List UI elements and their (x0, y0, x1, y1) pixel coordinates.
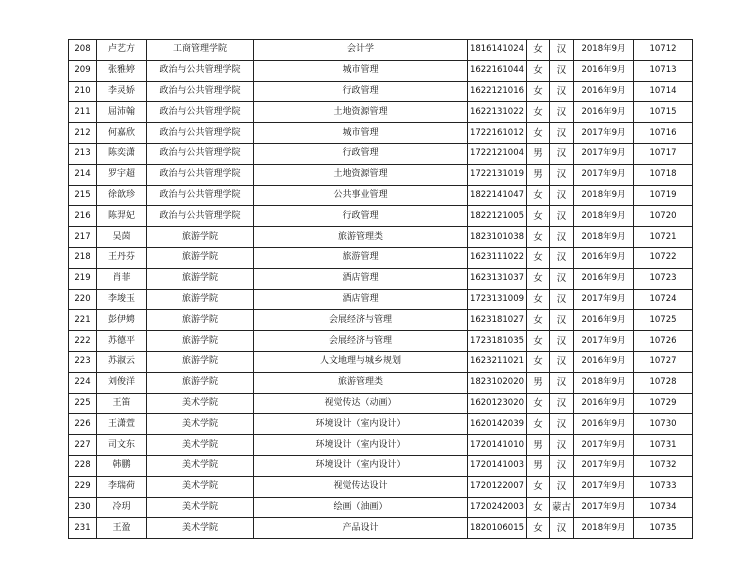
row-number: 227 (69, 435, 97, 456)
major-name: 旅游管理类 (254, 227, 468, 248)
ethnicity: 汉 (550, 40, 574, 61)
student-id: 1720141003 (468, 455, 527, 476)
student-name: 王笛 (97, 393, 147, 414)
enroll-date: 2016年9月 (574, 81, 634, 102)
student-id: 1720122007 (468, 476, 527, 497)
ethnicity: 汉 (550, 164, 574, 185)
roster-body (69, 40, 693, 539)
student-name: 罗宇超 (97, 164, 147, 185)
row-number: 214 (69, 164, 97, 185)
college-name: 政治与公共管理学院 (147, 164, 254, 185)
row-number: 228 (69, 455, 97, 476)
table-row (69, 289, 693, 310)
college-name: 旅游学院 (147, 247, 254, 268)
table-row (69, 102, 693, 123)
record-code: 10724 (634, 289, 693, 310)
major-name: 会计学 (254, 40, 468, 61)
college-name: 政治与公共管理学院 (147, 81, 254, 102)
gender: 女 (527, 393, 550, 414)
ethnicity: 汉 (550, 102, 574, 123)
major-name: 会展经济与管理 (254, 331, 468, 352)
enroll-date: 2016年9月 (574, 247, 634, 268)
gender: 女 (527, 60, 550, 81)
gender: 女 (527, 289, 550, 310)
major-name: 公共事业管理 (254, 185, 468, 206)
student-name: 何嘉欣 (97, 123, 147, 144)
row-number: 231 (69, 518, 97, 539)
college-name: 旅游学院 (147, 289, 254, 310)
enroll-date: 2017年9月 (574, 289, 634, 310)
enroll-date: 2016年9月 (574, 310, 634, 331)
table-row (69, 268, 693, 289)
record-code: 10729 (634, 393, 693, 414)
college-name: 政治与公共管理学院 (147, 60, 254, 81)
major-name: 旅游管理 (254, 247, 468, 268)
student-id: 1620142039 (468, 414, 527, 435)
ethnicity: 汉 (550, 206, 574, 227)
row-number: 211 (69, 102, 97, 123)
ethnicity: 汉 (550, 247, 574, 268)
student-id: 1823101038 (468, 227, 527, 248)
row-number: 210 (69, 81, 97, 102)
row-number: 212 (69, 123, 97, 144)
gender: 女 (527, 206, 550, 227)
enroll-date: 2017年9月 (574, 476, 634, 497)
student-id: 1822121005 (468, 206, 527, 227)
ethnicity: 汉 (550, 476, 574, 497)
ethnicity: 汉 (550, 268, 574, 289)
table-row (69, 455, 693, 476)
student-id: 1722161012 (468, 123, 527, 144)
enroll-date: 2016年9月 (574, 351, 634, 372)
gender: 女 (527, 227, 550, 248)
gender: 女 (527, 247, 550, 268)
record-code: 10732 (634, 455, 693, 476)
record-code: 10734 (634, 497, 693, 518)
college-name: 旅游学院 (147, 310, 254, 331)
table-row (69, 518, 693, 539)
student-name: 陈奕潇 (97, 143, 147, 164)
student-id: 1722121004 (468, 143, 527, 164)
college-name: 美术学院 (147, 435, 254, 456)
table-row (69, 143, 693, 164)
student-name: 彭伊娉 (97, 310, 147, 331)
major-name: 人文地理与城乡规划 (254, 351, 468, 372)
enroll-date: 2018年9月 (574, 206, 634, 227)
row-number: 218 (69, 247, 97, 268)
enroll-date: 2018年9月 (574, 227, 634, 248)
student-name: 王盈 (97, 518, 147, 539)
gender: 男 (527, 435, 550, 456)
major-name: 会展经济与管理 (254, 310, 468, 331)
college-name: 美术学院 (147, 393, 254, 414)
major-name: 环境设计（室内设计） (254, 414, 468, 435)
ethnicity: 蒙古 (550, 497, 574, 518)
row-number: 213 (69, 143, 97, 164)
student-id: 1622121016 (468, 81, 527, 102)
table-row (69, 40, 693, 61)
enroll-date: 2017年9月 (574, 455, 634, 476)
record-code: 10723 (634, 268, 693, 289)
student-name: 冷玥 (97, 497, 147, 518)
gender: 女 (527, 268, 550, 289)
major-name: 环境设计（室内设计） (254, 435, 468, 456)
student-name: 陈羿妃 (97, 206, 147, 227)
row-number: 230 (69, 497, 97, 518)
student-name: 苏德平 (97, 331, 147, 352)
gender: 女 (527, 40, 550, 61)
row-number: 225 (69, 393, 97, 414)
enroll-date: 2017年9月 (574, 164, 634, 185)
gender: 女 (527, 310, 550, 331)
enroll-date: 2017年9月 (574, 123, 634, 144)
row-number: 224 (69, 372, 97, 393)
gender: 女 (527, 123, 550, 144)
record-code: 10728 (634, 372, 693, 393)
student-id: 1622131022 (468, 102, 527, 123)
row-number: 229 (69, 476, 97, 497)
major-name: 行政管理 (254, 81, 468, 102)
college-name: 美术学院 (147, 497, 254, 518)
table-row (69, 351, 693, 372)
table-row (69, 310, 693, 331)
college-name: 政治与公共管理学院 (147, 102, 254, 123)
table-row (69, 497, 693, 518)
record-code: 10717 (634, 143, 693, 164)
enroll-date: 2018年9月 (574, 40, 634, 61)
student-name: 司文东 (97, 435, 147, 456)
gender: 男 (527, 143, 550, 164)
ethnicity: 汉 (550, 81, 574, 102)
college-name: 旅游学院 (147, 227, 254, 248)
ethnicity: 汉 (550, 185, 574, 206)
student-id: 1720242003 (468, 497, 527, 518)
record-code: 10735 (634, 518, 693, 539)
college-name: 旅游学院 (147, 268, 254, 289)
row-number: 215 (69, 185, 97, 206)
gender: 女 (527, 497, 550, 518)
enroll-date: 2016年9月 (574, 102, 634, 123)
major-name: 土地资源管理 (254, 102, 468, 123)
student-id: 1722131019 (468, 164, 527, 185)
college-name: 美术学院 (147, 476, 254, 497)
record-code: 10719 (634, 185, 693, 206)
record-code: 10713 (634, 60, 693, 81)
student-name: 肖菲 (97, 268, 147, 289)
row-number: 223 (69, 351, 97, 372)
student-name: 吴茵 (97, 227, 147, 248)
gender: 男 (527, 455, 550, 476)
student-id: 1822141047 (468, 185, 527, 206)
major-name: 酒店管理 (254, 268, 468, 289)
student-name: 张雅婷 (97, 60, 147, 81)
college-name: 政治与公共管理学院 (147, 185, 254, 206)
record-code: 10726 (634, 331, 693, 352)
student-id: 1623211021 (468, 351, 527, 372)
record-code: 10721 (634, 227, 693, 248)
student-name: 韩鹏 (97, 455, 147, 476)
student-name: 李灵娇 (97, 81, 147, 102)
enroll-date: 2018年9月 (574, 372, 634, 393)
college-name: 美术学院 (147, 414, 254, 435)
student-id: 1823102020 (468, 372, 527, 393)
table-row (69, 185, 693, 206)
student-name: 李瑞荷 (97, 476, 147, 497)
row-number: 209 (69, 60, 97, 81)
ethnicity: 汉 (550, 518, 574, 539)
enroll-date: 2017年9月 (574, 435, 634, 456)
gender: 女 (527, 351, 550, 372)
gender: 女 (527, 81, 550, 102)
student-name: 徐歆珍 (97, 185, 147, 206)
ethnicity: 汉 (550, 414, 574, 435)
major-name: 视觉传达（动画） (254, 393, 468, 414)
major-name: 绘画（油画） (254, 497, 468, 518)
gender: 女 (527, 414, 550, 435)
record-code: 10714 (634, 81, 693, 102)
major-name: 视觉传达设计 (254, 476, 468, 497)
ethnicity: 汉 (550, 227, 574, 248)
record-code: 10727 (634, 351, 693, 372)
table-row (69, 435, 693, 456)
student-id: 1622161044 (468, 60, 527, 81)
table-row (69, 60, 693, 81)
major-name: 产品设计 (254, 518, 468, 539)
ethnicity: 汉 (550, 393, 574, 414)
ethnicity: 汉 (550, 372, 574, 393)
enroll-date: 2017年9月 (574, 331, 634, 352)
gender: 女 (527, 518, 550, 539)
major-name: 旅游管理类 (254, 372, 468, 393)
student-name: 刘俊洋 (97, 372, 147, 393)
ethnicity: 汉 (550, 310, 574, 331)
row-number: 216 (69, 206, 97, 227)
record-code: 10712 (634, 40, 693, 61)
student-name: 卢艺方 (97, 40, 147, 61)
enroll-date: 2016年9月 (574, 268, 634, 289)
row-number: 217 (69, 227, 97, 248)
student-name: 李埈玉 (97, 289, 147, 310)
ethnicity: 汉 (550, 455, 574, 476)
gender: 女 (527, 185, 550, 206)
enroll-date: 2016年9月 (574, 393, 634, 414)
college-name: 旅游学院 (147, 372, 254, 393)
student-id: 1623111022 (468, 247, 527, 268)
gender: 女 (527, 476, 550, 497)
table-row (69, 206, 693, 227)
college-name: 美术学院 (147, 518, 254, 539)
record-code: 10720 (634, 206, 693, 227)
gender: 男 (527, 372, 550, 393)
enroll-date: 2017年9月 (574, 143, 634, 164)
table-row (69, 414, 693, 435)
row-number: 222 (69, 331, 97, 352)
gender: 女 (527, 102, 550, 123)
enroll-date: 2017年9月 (574, 497, 634, 518)
student-name: 屈沛翰 (97, 102, 147, 123)
row-number: 221 (69, 310, 97, 331)
student-id: 1723131009 (468, 289, 527, 310)
ethnicity: 汉 (550, 351, 574, 372)
major-name: 行政管理 (254, 143, 468, 164)
major-name: 土地资源管理 (254, 164, 468, 185)
record-code: 10731 (634, 435, 693, 456)
student-id: 1720141010 (468, 435, 527, 456)
college-name: 工商管理学院 (147, 40, 254, 61)
record-code: 10725 (634, 310, 693, 331)
table-row (69, 227, 693, 248)
student-id: 1623131037 (468, 268, 527, 289)
record-code: 10715 (634, 102, 693, 123)
major-name: 城市管理 (254, 60, 468, 81)
enroll-date: 2016年9月 (574, 414, 634, 435)
college-name: 美术学院 (147, 455, 254, 476)
student-id: 1620123020 (468, 393, 527, 414)
table-row (69, 393, 693, 414)
ethnicity: 汉 (550, 331, 574, 352)
record-code: 10718 (634, 164, 693, 185)
student-name: 苏淑云 (97, 351, 147, 372)
gender: 女 (527, 331, 550, 352)
table-row (69, 164, 693, 185)
table-row (69, 476, 693, 497)
table-row (69, 81, 693, 102)
row-number: 220 (69, 289, 97, 310)
student-id: 1623181027 (468, 310, 527, 331)
college-name: 政治与公共管理学院 (147, 123, 254, 144)
row-number: 208 (69, 40, 97, 61)
record-code: 10716 (634, 123, 693, 144)
table-row (69, 247, 693, 268)
enroll-date: 2018年9月 (574, 185, 634, 206)
row-number: 226 (69, 414, 97, 435)
student-name: 王潇萱 (97, 414, 147, 435)
ethnicity: 汉 (550, 435, 574, 456)
gender: 男 (527, 164, 550, 185)
enroll-date: 2016年9月 (574, 60, 634, 81)
student-id: 1816141024 (468, 40, 527, 61)
major-name: 城市管理 (254, 123, 468, 144)
record-code: 10722 (634, 247, 693, 268)
table-row (69, 123, 693, 144)
student-id: 1723181035 (468, 331, 527, 352)
college-name: 旅游学院 (147, 331, 254, 352)
ethnicity: 汉 (550, 143, 574, 164)
student-id: 1820106015 (468, 518, 527, 539)
row-number: 219 (69, 268, 97, 289)
student-name: 王丹芬 (97, 247, 147, 268)
student-roster-table (68, 39, 693, 539)
ethnicity: 汉 (550, 123, 574, 144)
ethnicity: 汉 (550, 60, 574, 81)
major-name: 行政管理 (254, 206, 468, 227)
table-row (69, 372, 693, 393)
record-code: 10733 (634, 476, 693, 497)
college-name: 政治与公共管理学院 (147, 143, 254, 164)
table-row (69, 331, 693, 352)
college-name: 政治与公共管理学院 (147, 206, 254, 227)
college-name: 旅游学院 (147, 351, 254, 372)
record-code: 10730 (634, 414, 693, 435)
ethnicity: 汉 (550, 289, 574, 310)
major-name: 环境设计（室内设计） (254, 455, 468, 476)
major-name: 酒店管理 (254, 289, 468, 310)
enroll-date: 2018年9月 (574, 518, 634, 539)
